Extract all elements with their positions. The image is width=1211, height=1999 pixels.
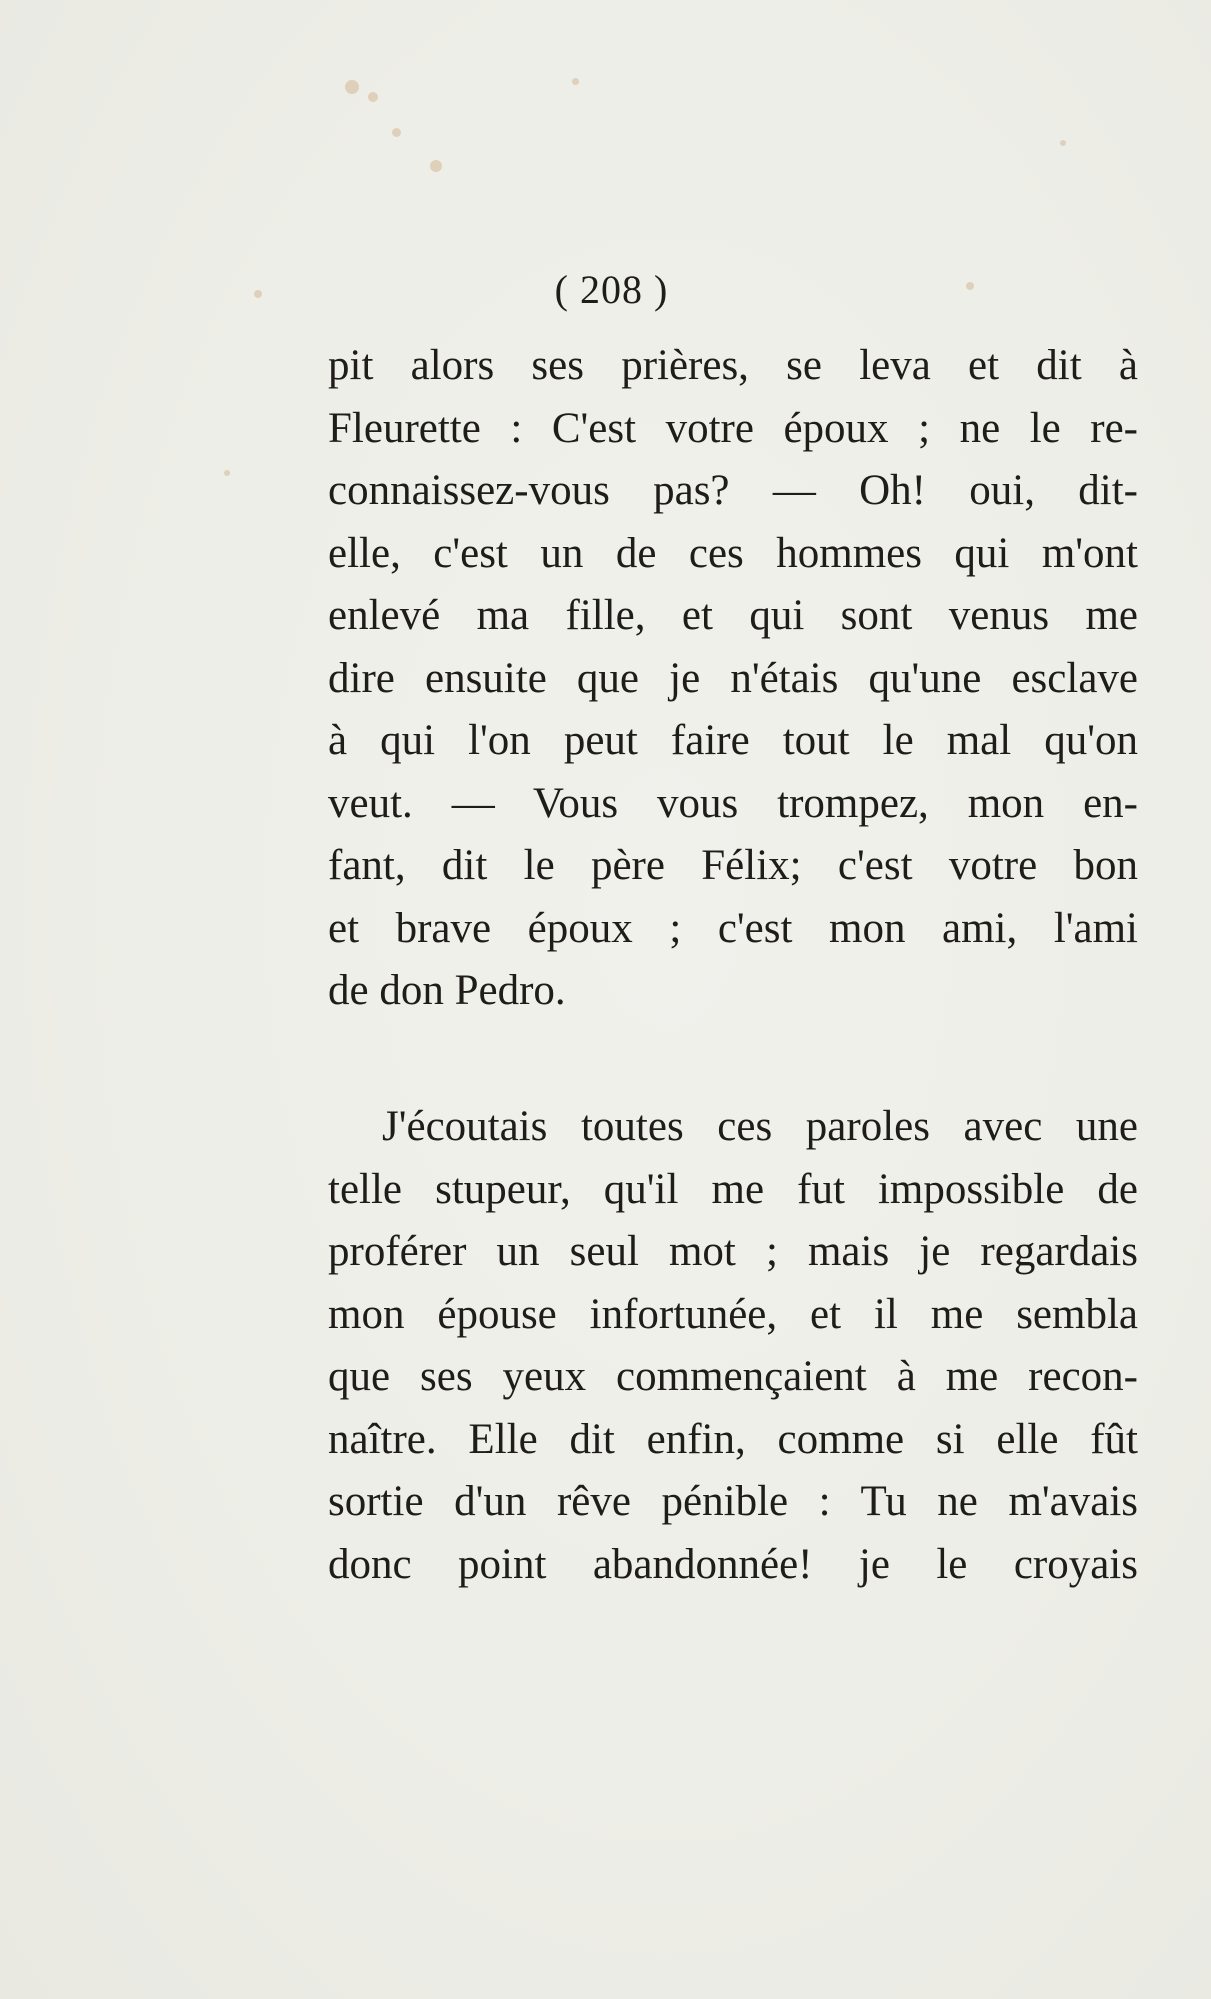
foxing-spot <box>345 80 359 94</box>
foxing-spot <box>1060 140 1066 146</box>
text-line: pit alors ses prières, se leva et dit à <box>328 342 1138 389</box>
text-line: Fleurette : C'est votre époux ; ne le re- <box>328 404 1138 452</box>
text-line: sortie d'un rêve pénible : Tu ne m'avais <box>328 1478 1138 1525</box>
text-line: que ses yeux commençaient à me recon- <box>328 1353 1138 1400</box>
text-line: donc point abandonnée! je le croyais <box>328 1540 1138 1588</box>
foxing-spot <box>224 470 230 476</box>
foxing-spot <box>572 78 579 85</box>
text-line: enlevé ma fille, et qui sont venus me <box>328 592 1138 639</box>
foxing-spot <box>392 128 401 137</box>
text-line: à qui l'on peut faire tout le mal qu'on <box>328 717 1138 764</box>
text-line: fant, dit le père Félix; c'est votre bon <box>328 842 1138 889</box>
page-number: ( 208 ) <box>554 267 669 312</box>
text-line: veut. — Vous vous trompez, mon en- <box>328 779 1138 827</box>
text-line: telle stupeur, qu'il me fut impossible de <box>328 1165 1138 1213</box>
text-line: J'écoutais toutes ces paroles avec une <box>382 1103 1138 1150</box>
text-line: naître. Elle dit enfin, comme si elle fût <box>328 1415 1138 1463</box>
paragraph-2 <box>328 1096 1138 1596</box>
text-line: proférer un seul mot ; mais je regardais <box>328 1228 1138 1275</box>
text-line: elle, c'est un de ces hommes qui m'ont <box>328 529 1138 577</box>
text-line: connaissez-vous pas? — Oh! oui, dit- <box>328 467 1138 514</box>
text-line: mon épouse infortunée, et il me sembla <box>328 1290 1138 1338</box>
text-line: dire ensuite que je n'étais qu'une esclave <box>328 654 1138 702</box>
text-line: de don Pedro. <box>328 967 566 1014</box>
foxing-spot <box>368 92 378 102</box>
paragraph-1 <box>328 335 1138 1023</box>
foxing-spot <box>430 160 442 172</box>
text-line: et brave époux ; c'est mon ami, l'ami <box>328 904 1138 952</box>
